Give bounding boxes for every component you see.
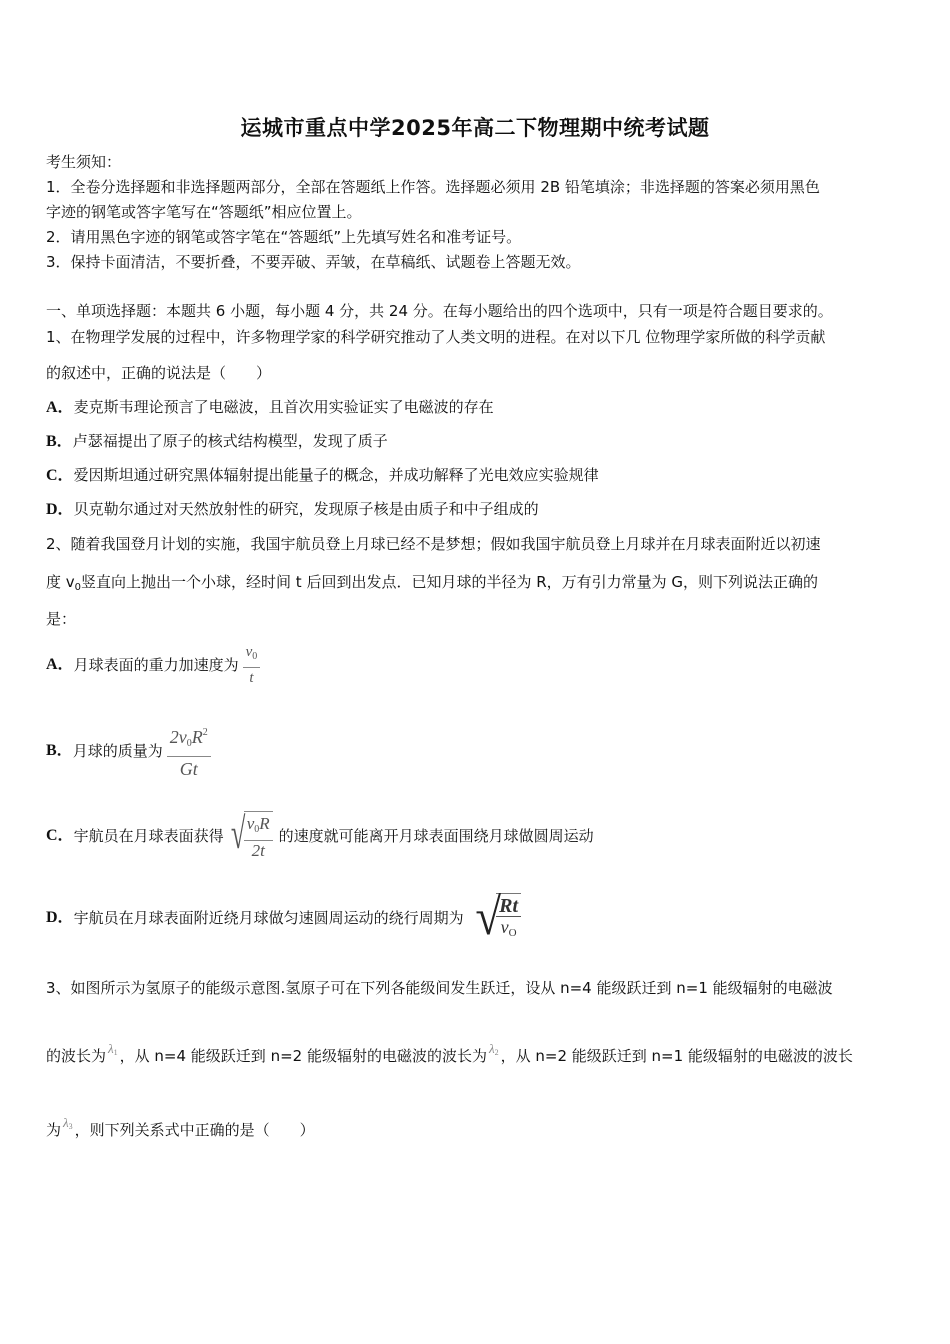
formula-sqrt: √ $\frac{Rt}{v_O}$ bbox=[474, 893, 521, 943]
option-c[interactable] bbox=[46, 808, 594, 864]
option-letter: D． bbox=[46, 909, 74, 926]
question-stem: 的叙述中，正确的说法是（ ） bbox=[46, 364, 272, 382]
option-text: 贝克勒尔通过对天然放射性的研究，发现原子核是由质子和中子组成的 bbox=[73, 500, 539, 518]
option-text: 宇航员在月球表面获得 bbox=[73, 827, 224, 845]
formula-fraction: $\frac{v_0}{t}$ bbox=[243, 642, 261, 688]
option-a[interactable] bbox=[46, 643, 260, 687]
page-title: 运城市重点中学2025年高二下物理期中统考试题 bbox=[240, 116, 710, 140]
option-letter: B． bbox=[46, 742, 73, 759]
question-stem: 2、随着我国登月计划的实施，我国宇航员登上月球已经不是梦想；假如我国宇航员登上月球并在月球表面附近以初速 bbox=[46, 535, 821, 553]
option-text: 麦克斯韦理论预言了电磁波，且首次用实验证实了电磁波的存在 bbox=[73, 398, 494, 416]
option-letter: C． bbox=[46, 827, 74, 844]
option-b[interactable] bbox=[46, 727, 211, 779]
option-text: 月球表面的重力加速度为 bbox=[73, 656, 239, 674]
question-stem: 是： bbox=[46, 610, 77, 628]
notice-item: 3．保持卡面清洁，不要折叠，不要弄破、弄皱，在草稿纸、试题卷上答题无效。 bbox=[46, 253, 581, 271]
question-stem bbox=[46, 1038, 853, 1067]
question-stem bbox=[46, 571, 818, 599]
stem-text: 度 v bbox=[46, 573, 75, 591]
option-letter: B． bbox=[46, 433, 73, 450]
notice-item: 字迹的钢笔或答字笔写在“答题纸”相应位置上。 bbox=[46, 203, 362, 221]
option-b[interactable] bbox=[46, 430, 388, 453]
option-text: 月球的质量为 bbox=[72, 742, 163, 760]
lambda-2-symbol: $\lambda_2$ bbox=[488, 1041, 499, 1057]
question-stem: 3、如图所示为氢原子的能级示意图.氢原子可在下列各能级间发生跃迁，设从 n=4 能级跃迁到 n=1 能级辐射的电磁波 bbox=[46, 979, 833, 997]
question-stem bbox=[46, 1112, 315, 1141]
option-c[interactable] bbox=[46, 464, 599, 487]
formula-sqrt: √ $\frac{v_0R}{2t}$ bbox=[226, 811, 273, 861]
option-text: 爱因斯坦通过研究黑体辐射提出能量子的概念，并成功解释了光电效应实验规律 bbox=[73, 466, 599, 484]
question-stem: 1、在物理学发展的过程中，许多物理学家的科学研究推动了人类文明的进程。在对以下几 位物理学家所做的科学贡献 bbox=[46, 328, 826, 346]
stem-text: ，则下列关系式中正确的是（ ） bbox=[74, 1121, 315, 1139]
section-heading: 一、单项选择题：本题共 6 小题，每小题 4 分，共 24 分。在每小题给出的四个选项中，只有一项是符合题目要求的。 bbox=[46, 302, 833, 320]
option-d[interactable] bbox=[46, 498, 539, 521]
notice-item: 1．全卷分选择题和非选择题两部分，全部在答题纸上作答。选择题必须用 2B 铅笔填涂；非选择题的答案必须用黑色 bbox=[46, 178, 820, 196]
stem-text: 竖直向上抛出一个小球，经时间 t 后回到出发点．已知月球的半径为 R，万有引力常量为 G，则下列说法正确的 bbox=[81, 573, 819, 591]
stem-text: ，从 n=4 能级跃迁到 n=2 能级辐射的电磁波的波长为 bbox=[119, 1047, 487, 1065]
option-letter: D． bbox=[46, 501, 74, 518]
option-letter: A． bbox=[46, 656, 74, 673]
option-letter: A． bbox=[46, 399, 74, 416]
notice-heading: 考生须知： bbox=[46, 153, 122, 171]
lambda-1-symbol: $\lambda_1$ bbox=[108, 1041, 118, 1057]
notice-item: 2．请用黑色字迹的钢笔或答字笔在“答题纸”上先填写姓名和准考证号。 bbox=[46, 228, 522, 246]
stem-text: 的波长为 bbox=[46, 1047, 107, 1065]
lambda-3-symbol: $\lambda_3$ bbox=[63, 1115, 73, 1131]
stem-text: ，从 n=2 能级跃迁到 n=1 能级辐射的电磁波的波长 bbox=[500, 1047, 853, 1065]
subscript: 0 bbox=[74, 582, 82, 593]
option-text: 卢瑟福提出了原子的核式结构模型，发现了质子 bbox=[72, 432, 388, 450]
stem-text: 为 bbox=[46, 1121, 62, 1139]
option-text: 宇航员在月球表面附近绕月球做匀速圆周运动的绕行周期为 bbox=[73, 909, 464, 927]
option-d[interactable] bbox=[46, 890, 527, 946]
option-a[interactable] bbox=[46, 396, 494, 419]
option-text: 的速度就可能离开月球表面围绕月球做圆周运动 bbox=[278, 827, 594, 845]
option-letter: C． bbox=[46, 467, 74, 484]
formula-fraction: $\frac{2v_0R^2}{Gt}$ bbox=[167, 721, 211, 781]
